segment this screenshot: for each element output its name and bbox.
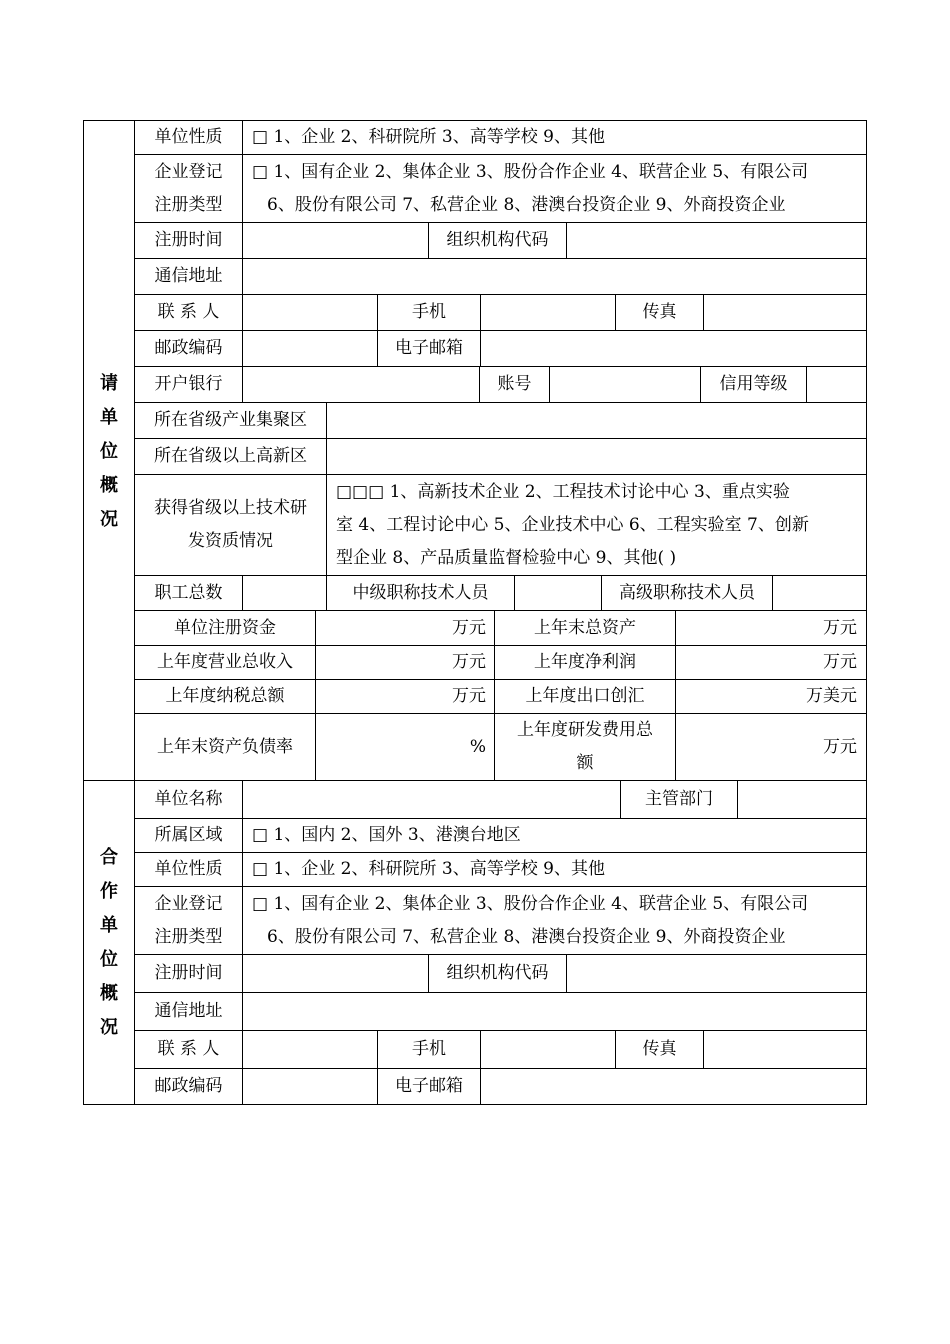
row-line: [134, 258, 866, 259]
partner-region-checkbox-options[interactable]: □ 1、国内 2、国外 3、港澳台地区: [252, 825, 521, 845]
col-line: [242, 575, 243, 610]
row-line: [134, 1068, 866, 1069]
tax-unit: 万元: [452, 686, 486, 706]
total-assets-label: 上年末总资产: [534, 618, 636, 638]
mid-title-label: 中级职称技术人员: [352, 583, 489, 603]
fax-label: 传真: [642, 302, 677, 322]
reg-time-label: 注册时间: [154, 230, 223, 250]
reg-capital-label: 单位注册资金: [174, 618, 276, 638]
rd-quals-options-line3: 型企业 8、产品质量监督检验中心 9、其他( ): [336, 548, 677, 568]
total-assets-unit: 万元: [823, 618, 857, 638]
reg-type-label-line2: 注册类型: [154, 195, 223, 215]
table-border-right: [866, 120, 867, 1105]
col-line: [566, 954, 567, 992]
partner-reg-type-options-line2: 6、股份有限公司 7、私营企业 8、港澳台投资企业 9、外商投资企业: [267, 927, 786, 947]
col-line: [566, 222, 567, 258]
partner-reg-type-label-line1: 企业登记: [154, 894, 223, 914]
revenue-unit: 万元: [452, 652, 486, 672]
rd-quals-checkbox-options[interactable]: □□□ 1、高新技术企业 2、工程技术讨论中心 3、重点实验: [336, 482, 790, 502]
col-line: [242, 120, 243, 402]
col-line: [549, 366, 550, 402]
reg-type-checkbox-options[interactable]: □ 1、国有企业 2、集体企业 3、股份合作企业 4、联营企业 5、有限公司: [252, 162, 809, 182]
senior-title-label: 高级职称技术人员: [619, 583, 755, 603]
rd-quals-label-line2: 发资质情况: [188, 531, 273, 551]
col-line: [703, 294, 704, 330]
table-border-bottom: [83, 1104, 867, 1105]
org-code-label: 组织机构代码: [446, 230, 549, 250]
rd-cost-label-line2: 额: [576, 753, 594, 773]
credit-label: 信用等级: [719, 374, 788, 394]
rd-cost-unit: 万元: [823, 737, 857, 757]
col-line: [806, 366, 807, 402]
partner-org-code-label: 组织机构代码: [446, 963, 549, 983]
row-line: [134, 294, 866, 295]
export-unit: 万美元: [806, 686, 857, 706]
partner-fax-label: 传真: [642, 1039, 677, 1059]
cluster-label: 所在省级产业集聚区: [154, 410, 307, 430]
col-line: [514, 575, 515, 610]
partner-postcode-label: 邮政编码: [154, 1076, 223, 1096]
col-line: [772, 575, 773, 610]
section1-side-title: 请 单 位 概 况: [100, 373, 118, 530]
col-line: [737, 780, 738, 818]
partner-reg-type-checkbox-options[interactable]: □ 1、国有企业 2、集体企业 3、股份合作企业 4、联营企业 5、有限公司: [252, 894, 809, 914]
unit-nature-label: 单位性质: [154, 127, 223, 147]
bank-label: 开户银行: [154, 374, 223, 394]
tax-label: 上年度纳税总额: [165, 686, 285, 706]
debt-ratio-label: 上年末资产负债率: [157, 737, 293, 757]
section2-side-title: 合 作 单 位 概 况: [100, 847, 118, 1038]
row-line: [134, 1030, 866, 1031]
contact-label: 联 系 人: [157, 302, 220, 322]
section-divider: [83, 780, 867, 781]
partner-unit-nature-label: 单位性质: [154, 859, 223, 879]
address-label: 通信地址: [154, 266, 223, 286]
partner-address-label: 通信地址: [154, 1001, 223, 1021]
reg-type-options-line2: 6、股份有限公司 7、私营企业 8、港澳台投资企业 9、外商投资企业: [267, 195, 786, 215]
col-line: [480, 1030, 481, 1105]
revenue-label: 上年度营业总收入: [157, 652, 293, 672]
partner-reg-type-label-line2: 注册类型: [154, 927, 223, 947]
partner-contact-label: 联 系 人: [157, 1039, 220, 1059]
row-line: [134, 954, 866, 955]
rd-quals-options-line2: 室 4、工程讨论中心 5、企业技术中心 6、工程实验室 7、创新: [336, 515, 809, 535]
export-label: 上年度出口创汇: [525, 686, 645, 706]
reg-type-label-line1: 企业登记: [154, 162, 223, 182]
partner-region-label: 所属区域: [154, 825, 223, 845]
row-line: [134, 330, 866, 331]
row-line: [134, 992, 866, 993]
hightech-zone-label: 所在省级以上高新区: [154, 446, 307, 466]
partner-email-label: 电子邮箱: [395, 1076, 463, 1096]
rd-quals-label-line1: 获得省级以上技术研: [154, 498, 307, 518]
postcode-label: 邮政编码: [154, 338, 223, 358]
unit-nature-checkbox-options[interactable]: □ 1、企业 2、科研院所 3、高等学校 9、其他: [252, 127, 605, 147]
partner-supervisor-label: 主管部门: [645, 789, 713, 809]
reg-capital-unit: 万元: [452, 618, 486, 638]
account-label: 账号: [497, 374, 532, 394]
col-line: [703, 1030, 704, 1068]
partner-mobile-label: 手机: [412, 1039, 446, 1059]
email-label: 电子邮箱: [395, 338, 463, 358]
net-profit-unit: 万元: [823, 652, 857, 672]
partner-reg-time-label: 注册时间: [154, 963, 223, 983]
partner-unit-name-label: 单位名称: [154, 789, 223, 809]
mobile-label: 手机: [412, 302, 446, 322]
net-profit-label: 上年度净利润: [534, 652, 636, 672]
col-line: [480, 294, 481, 366]
rd-cost-label-line1: 上年度研发费用总: [517, 720, 653, 740]
col-line: [242, 780, 243, 1105]
partner-unit-nature-checkbox-options[interactable]: □ 1、企业 2、科研院所 3、高等学校 9、其他: [252, 859, 605, 879]
debt-ratio-unit: %: [469, 737, 486, 757]
staff-total-label: 职工总数: [154, 583, 223, 603]
